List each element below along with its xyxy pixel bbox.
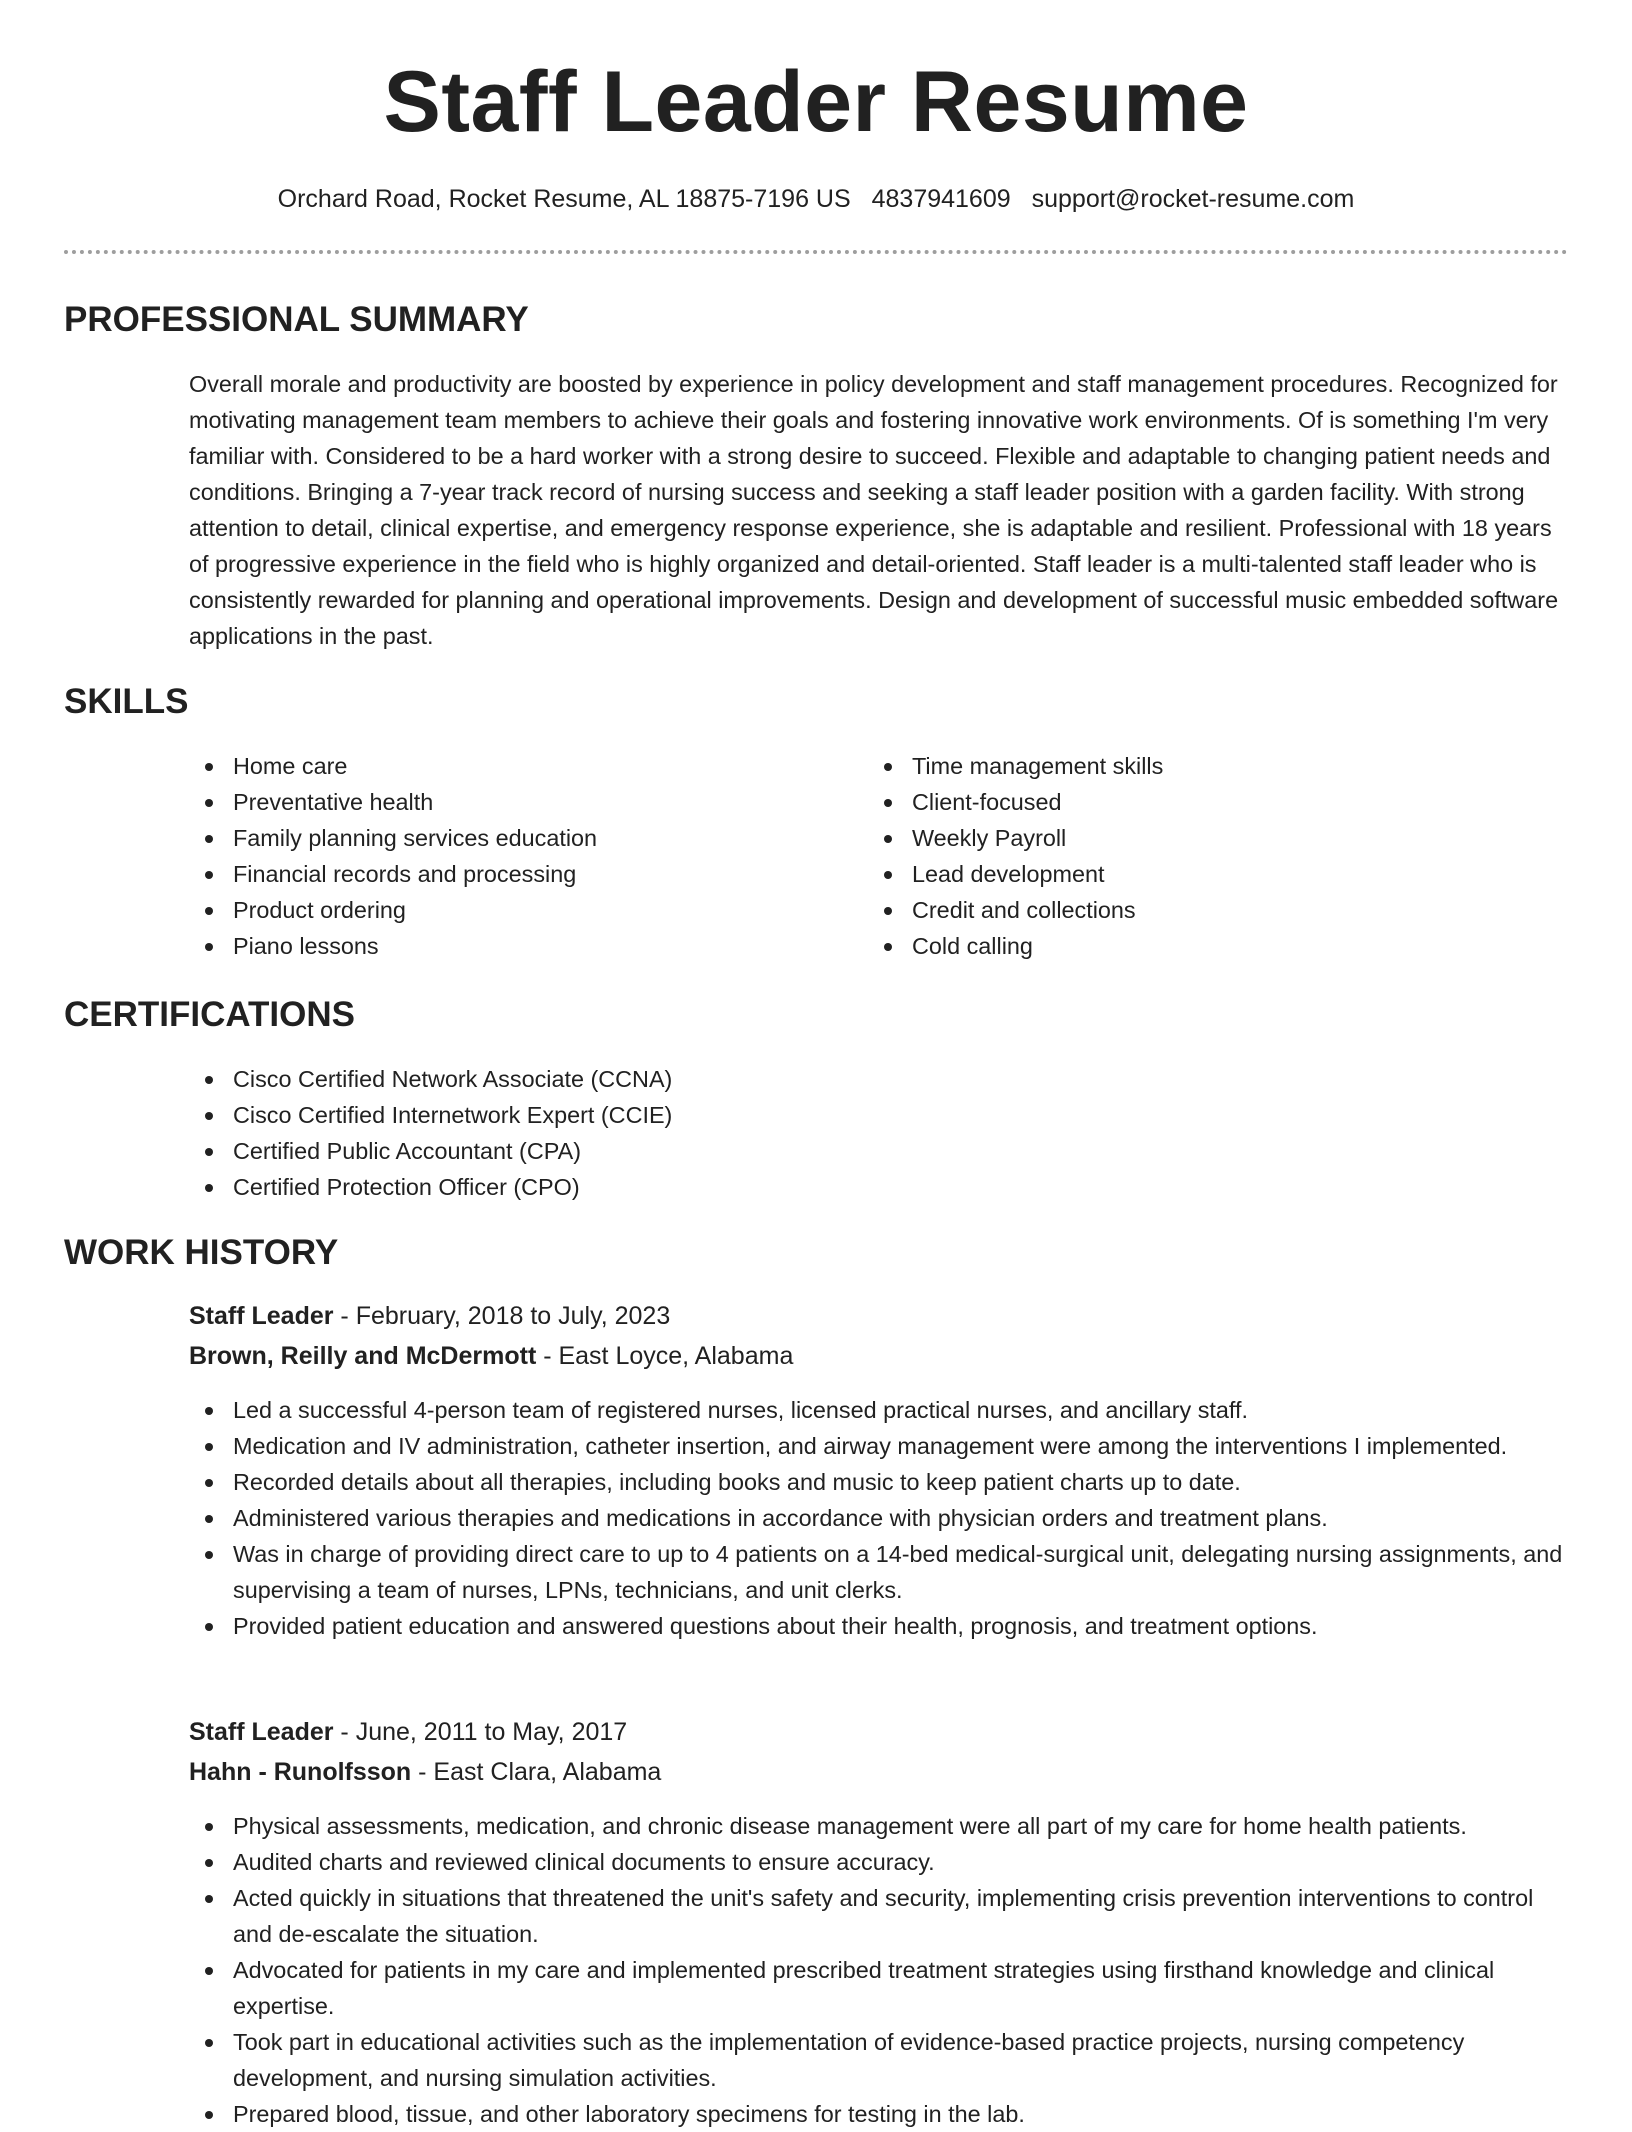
job-title-line <box>189 1296 1569 1336</box>
job-bullet: Medication and IV administration, catheter insertion, and airway management were among the interventions I implemented. <box>189 1428 1569 1464</box>
contact-phone: 4837941609 <box>871 185 1011 213</box>
job-location: - East Loyce, Alabama <box>536 1342 794 1370</box>
job-dates: - February, 2018 to July, 2023 <box>333 1302 671 1330</box>
certification-item: Certified Public Accountant (CPA) <box>189 1133 1569 1169</box>
certification-item: Cisco Certified Internetwork Expert (CCIE) <box>189 1097 1569 1133</box>
job-bullet: Took part in educational activities such as the implementation of evidence-based practice projects, nursing competency development, and nursing simulation activities. <box>189 2024 1569 2096</box>
skill-item: Home care <box>189 748 849 784</box>
job-bullet: Was in charge of providing direct care to up to 4 patients on a 14-bed medical-surgical unit, delegating nursing assignments, and supervising a team of nurses, LPNs, technicians, and unit clerks. <box>189 1536 1569 1608</box>
job-bullets <box>189 1392 1569 1644</box>
skill-item: Client-focused <box>868 784 1528 820</box>
skill-item: Family planning services education <box>189 820 849 856</box>
certifications-heading: CERTIFICATIONS <box>64 995 356 1034</box>
skill-item: Piano lessons <box>189 928 849 964</box>
job-title: Staff Leader <box>189 1302 334 1330</box>
summary-text: Overall morale and productivity are boosted by experience in policy development and staff management procedures. Recognized for motivating management team members to achieve their goals and fostering innovative work environments. Of is something I'm very familiar with. Considered to be a hard worker with a strong desire to succeed. Flexible and adaptable to changing patient needs and conditions. Bringing a 7-year track record of nursing success and seeking a staff leader position with a garden facility. With strong attention to detail, clinical expertise, and emergency response experience, she is adaptable and resilient. Professional with 18 years of progressive experience in the field who is highly organized and detail-oriented. Staff leader is a multi-talented staff leader who is consistently rewarded for planning and operational improvements. Design and development of successful music embedded software applications in the past. <box>189 371 1559 649</box>
job-bullet: Recorded details about all therapies, including books and music to keep patient charts up to date. <box>189 1464 1569 1500</box>
contact-email: support@rocket-resume.com <box>1031 185 1355 213</box>
job-bullet: Provided patient education and answered questions about their health, prognosis, and treatment options. <box>189 1608 1569 1644</box>
skill-item: Credit and collections <box>868 892 1528 928</box>
job-dates: - June, 2011 to May, 2017 <box>333 1718 628 1746</box>
certifications-list <box>189 1061 1569 1205</box>
skill-item: Weekly Payroll <box>868 820 1528 856</box>
job-bullet: Audited charts and reviewed clinical documents to ensure accuracy. <box>189 1844 1569 1880</box>
skill-item: Lead development <box>868 856 1528 892</box>
skills-list-right <box>868 748 1528 964</box>
contact-address: Orchard Road, Rocket Resume, AL 18875-7196 US <box>277 185 851 213</box>
resume-title: Staff Leader Resume <box>383 54 1249 150</box>
job-location: - East Clara, Alabama <box>411 1758 662 1786</box>
summary-heading: PROFESSIONAL SUMMARY <box>64 300 529 339</box>
skill-item: Product ordering <box>189 892 849 928</box>
job-bullet: Administered various therapies and medications in accordance with physician orders and treatment plans. <box>189 1500 1569 1536</box>
job-title: Staff Leader <box>189 1718 334 1746</box>
job-company-line <box>189 1752 1569 1792</box>
skill-item: Preventative health <box>189 784 849 820</box>
skills-heading: SKILLS <box>64 682 189 721</box>
skill-item: Cold calling <box>868 928 1528 964</box>
skill-item: Time management skills <box>868 748 1528 784</box>
skill-item: Financial records and processing <box>189 856 849 892</box>
certification-item: Certified Protection Officer (CPO) <box>189 1169 1569 1205</box>
job-bullet: Advocated for patients in my care and implemented prescribed treatment strategies using firsthand knowledge and clinical expertise. <box>189 1952 1569 2024</box>
job-bullet: Acted quickly in situations that threatened the unit's safety and security, implementing crisis prevention interventions to control and de-escalate the situation. <box>189 1880 1569 1952</box>
job-company: Brown, Reilly and McDermott <box>189 1342 537 1370</box>
skills-list-left <box>189 748 849 964</box>
job-company-line <box>189 1336 1569 1376</box>
job-title-line <box>189 1712 1569 1752</box>
job-bullet: Prepared blood, tissue, and other laboratory specimens for testing in the lab. <box>189 2096 1569 2132</box>
certification-item: Cisco Certified Network Associate (CCNA) <box>189 1061 1569 1097</box>
job-bullets <box>189 1808 1569 2132</box>
job-bullet: Led a successful 4-person team of registered nurses, licensed practical nurses, and ancillary staff. <box>189 1392 1569 1428</box>
job-bullet: Physical assessments, medication, and chronic disease management were all part of my care for home health patients. <box>189 1808 1569 1844</box>
header-divider <box>64 250 1568 254</box>
contact-line <box>0 182 1632 216</box>
job-company: Hahn - Runolfsson <box>189 1758 412 1786</box>
work-history-heading: WORK HISTORY <box>64 1233 339 1272</box>
